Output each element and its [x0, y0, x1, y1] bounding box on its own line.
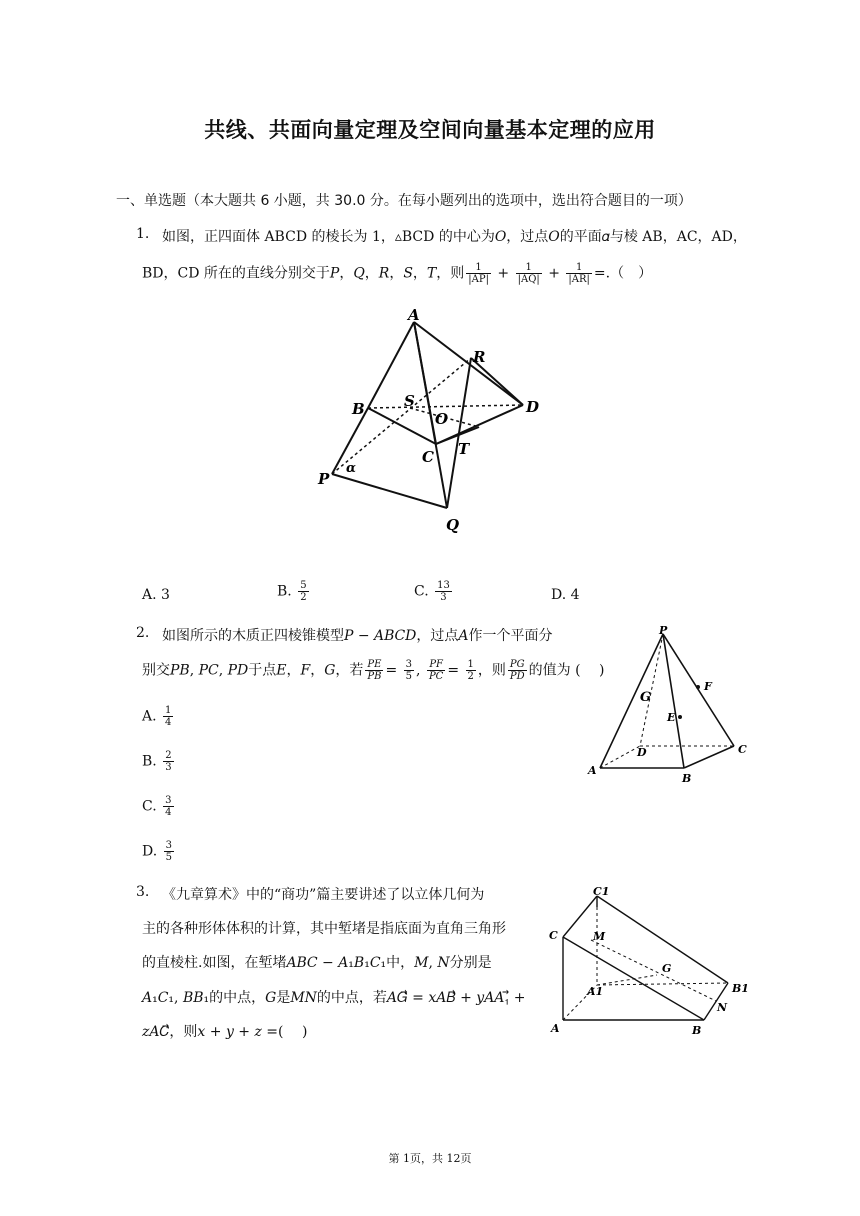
q3-line5: 𝑧𝐴𝐶⃗，则𝑥 + 𝑦 + 𝑧 =( )	[142, 1024, 308, 1040]
frac-denominator: |AR|	[568, 274, 590, 285]
frac-numerator: 1	[566, 262, 592, 274]
frac-denominator: 5	[405, 671, 413, 682]
q1-option-b[interactable]	[277, 580, 311, 603]
point-E	[678, 715, 682, 719]
q2-then: ，则	[477, 662, 506, 679]
frac-denominator: 𝑃𝐷	[509, 671, 525, 682]
q1-line2-pre: BD，CD 所在的直线分别交于𝑃，𝑄，𝑅，𝑆，𝑇，则	[142, 265, 465, 282]
fig1-label-C: C	[422, 448, 434, 466]
frac-denominator: 4	[165, 717, 172, 728]
q1-line1: 如图，正四面体 ABCD 的棱长为 1，▵BCD 的中心为𝑂，过点𝑂的平面𝛼与棱 AB，AC，AD，	[162, 229, 747, 245]
fig3-label-A1: A1	[587, 985, 604, 998]
fig1-label-S: S	[404, 392, 415, 410]
fig2-label-B: B	[682, 772, 692, 785]
frac-numerator: 3	[405, 659, 413, 670]
fig2-label-C: C	[738, 743, 747, 756]
q3-line1: 《九章算术》中的“商功”篇主要讲述了以立体几何为	[162, 887, 485, 903]
q3-number: 3.	[136, 884, 150, 900]
option-label: C.	[142, 798, 157, 815]
fig1-label-alpha: α	[346, 461, 357, 476]
frac-numerator: 𝑃𝐺	[508, 659, 527, 671]
fig3-label-C: C	[549, 929, 558, 942]
fig1-label-Q: Q	[446, 516, 460, 534]
option-label: D.	[142, 843, 158, 860]
q1-option-a[interactable]: A. 3	[142, 587, 170, 603]
q2-option-b[interactable]	[142, 750, 176, 773]
frac-denominator: 5	[165, 852, 173, 863]
option-label: B.	[142, 753, 157, 770]
q2-line2-post: 的值为 ( )	[528, 662, 605, 679]
q1-frac-ap	[466, 262, 491, 285]
section-heading: 一、单选题（本大题共 6 小题，共 30.0 分。在每小题列出的选项中，选出符合题目的一项）	[116, 193, 692, 209]
q1-line2: BD，CD 所在的直线分别交于𝑃，𝑄，𝑅，𝑆，𝑇，则 $\frac{1}{|AP|}$ + $\frac{1}{|AQ|}$ + $\frac{1}{|AR|}$ =.（ ）	[142, 262, 653, 285]
fig1-label-T: T	[458, 440, 470, 458]
fig1-label-R: R	[473, 348, 486, 366]
page-footer: 第 1页，共 12页	[388, 1152, 472, 1165]
fig1-label-D: D	[526, 398, 540, 416]
q1-frac-ar	[566, 262, 592, 285]
fig1-label-P: P	[318, 470, 330, 488]
fig2-label-G: G	[640, 690, 652, 705]
frac-denominator: 4	[165, 807, 172, 818]
q2-line1: 如图所示的木质正四棱锥模型𝑃 − 𝐴𝐵𝐶𝐷，过点𝐴作一个平面分	[162, 628, 553, 644]
fig3-label-N: N	[717, 1001, 728, 1014]
frac-denominator: 2	[300, 592, 307, 603]
page-title: 共线、共面向量定理及空间向量基本定理的应用	[204, 118, 656, 142]
frac-numerator: 3	[165, 840, 173, 851]
q2-line2: 别交𝑃𝐵, 𝑃𝐶, 𝑃𝐷于点𝐸，𝐹，𝐺，若 $\frac{\text{𝑃𝐸}}{\text{𝑃𝐵}}$ = $\frac{3}{5}$ , $\frac{\text{𝑃𝐹}}{\text{𝑃𝐶}}$ = $\frac{1}{2}$ ，则 $\frac{\text{𝑃𝐺}}{\text{𝑃𝐷}}$ 的值为 ( )	[142, 659, 605, 682]
q2-option-d[interactable]	[142, 840, 176, 863]
frac-numerator: 3	[165, 795, 172, 806]
q3-line4: 𝐴₁𝐶₁, 𝐵𝐵₁的中点，𝐺是𝑀𝑁的中点，若𝐴𝐺⃗ = 𝑥𝐴𝐵⃗ + 𝑦𝐴𝐴₁⃗ +	[142, 990, 526, 1006]
fig1-label-A: A	[408, 306, 420, 324]
frac-numerator: 1	[466, 262, 491, 274]
frac-numerator: 2	[165, 750, 172, 761]
q1-option-c[interactable]	[414, 580, 454, 603]
q1-frac-aq	[516, 262, 542, 285]
point-F	[696, 685, 700, 689]
q1-number: 1.	[136, 226, 150, 242]
q1-option-d[interactable]: D. 4	[551, 587, 580, 603]
q2-option-a[interactable]	[142, 705, 175, 728]
q3-prism-figure	[545, 880, 755, 1040]
fig2-label-A: A	[588, 764, 597, 777]
frac-denominator: 𝑃𝐵	[367, 671, 382, 682]
q1-tetrahedron-figure	[312, 300, 552, 545]
frac-denominator: |AP|	[468, 274, 489, 285]
q1-line2-post: =.（ ）	[593, 265, 653, 282]
fig3-label-B: B	[692, 1024, 702, 1037]
q2-option-c[interactable]	[142, 795, 176, 818]
frac-denominator: 2	[467, 671, 474, 682]
fig3-label-B1: B1	[732, 982, 749, 995]
fig1-label-O: O	[435, 410, 449, 428]
q2-pyramid-figure	[582, 622, 762, 792]
fig3-label-A: A	[551, 1022, 560, 1035]
frac-denominator: 3	[165, 762, 172, 773]
fig1-label-B: B	[352, 400, 365, 418]
q2-line2-pre: 别交𝑃𝐵, 𝑃𝐶, 𝑃𝐷于点𝐸，𝐹，𝐺，若	[142, 662, 364, 679]
fig3-label-M: M	[593, 930, 606, 943]
fig3-label-G: G	[662, 962, 672, 975]
frac-numerator: 5	[300, 580, 307, 591]
frac-numerator: 𝑃𝐹	[427, 659, 445, 671]
frac-denominator: 3	[440, 592, 447, 603]
frac-numerator: 1	[165, 705, 172, 716]
fig2-label-E: E	[667, 711, 676, 724]
fig2-label-D: D	[637, 746, 647, 759]
fig3-label-C1: C1	[593, 885, 610, 898]
option-label: A.	[142, 708, 157, 725]
option-label: C.	[414, 583, 429, 600]
q3-line3: 的直棱柱.如图，在堑堵𝐴𝐵𝐶 − 𝐴₁𝐵₁𝐶₁中，𝑀, 𝑁分别是	[142, 955, 492, 971]
frac-numerator: 1	[467, 659, 474, 670]
frac-denominator: 𝑃𝐶	[428, 671, 444, 682]
frac-numerator: 𝑃𝐸	[365, 659, 383, 671]
q2-number: 2.	[136, 625, 150, 641]
fig2-label-F: F	[704, 680, 712, 693]
frac-numerator: 13	[437, 580, 450, 591]
frac-numerator: 1	[516, 262, 542, 274]
fig2-label-P: P	[659, 624, 668, 637]
q3-line2: 主的各种形体体积的计算，其中堑堵是指底面为直角三角形	[142, 921, 506, 937]
frac-denominator: |AQ|	[517, 274, 540, 285]
option-label: B.	[277, 583, 292, 600]
